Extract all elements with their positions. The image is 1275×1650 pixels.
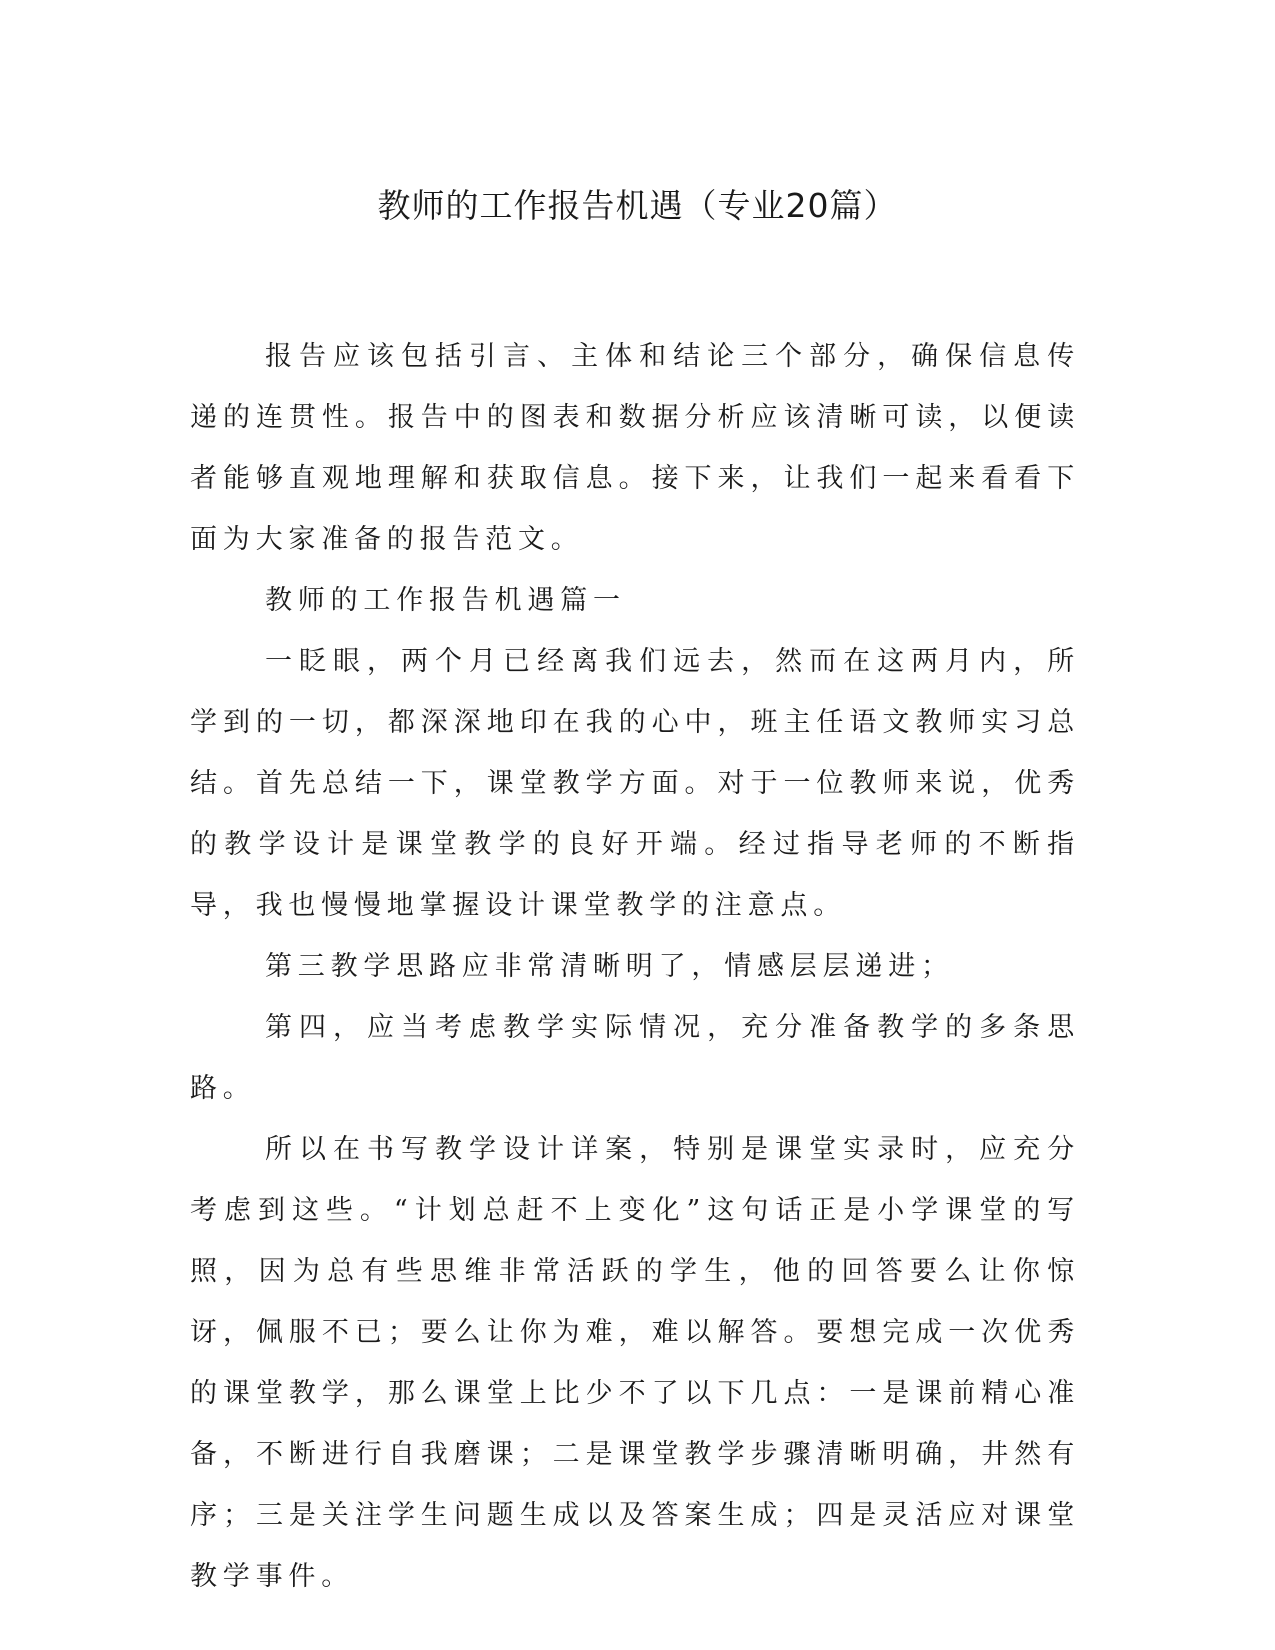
body-paragraph: 第四，应当考虑教学实际情况，充分准备教学的多条思路。 [190,1012,1080,1104]
body-paragraph: 所以在书写教学设计详案，特别是课堂实录时，应充分考虑到这些。“计划总赶不上变化”这句话正是小学课堂的写照，因为总有些思维非常活跃的学生，他的回答要么让你惊讶，佩服不已；要么让你为难，难以解答。要想完成一次优秀的课堂教学，那么课堂上比少不了以下几点：一是课前精心准备，不断进行自我磨课；二是课堂教学步骤清晰明确，井然有序；三是关注学生问题生成以及答案生成；四是灵活应对课堂教学事件。 [190,1134,1080,1592]
intro-paragraph: 报告应该包括引言、主体和结论三个部分，确保信息传递的连贯性。报告中的图表和数据分析应该清晰可读，以便读者能够直观地理解和获取信息。接下来，让我们一起来看看下面为大家准备的报告范文。 [190,341,1080,555]
document-body [190,326,1080,1607]
section-heading: 教师的工作报告机遇篇一 [265,585,626,616]
document-title: 教师的工作报告机遇（专业20篇） [377,186,898,225]
body-paragraph: 第三教学思路应非常清晰明了，情感层层递进； [265,951,954,982]
body-paragraph: 一眨眼，两个月已经离我们远去，然而在这两月内，所学到的一切，都深深地印在我的心中，班主任语文教师实习总结。首先总结一下，课堂教学方面。对于一位教师来说，优秀的教学设计是课堂教学的良好开端。经过指导老师的不断指导，我也慢慢地掌握设计课堂教学的注意点。 [190,646,1080,921]
